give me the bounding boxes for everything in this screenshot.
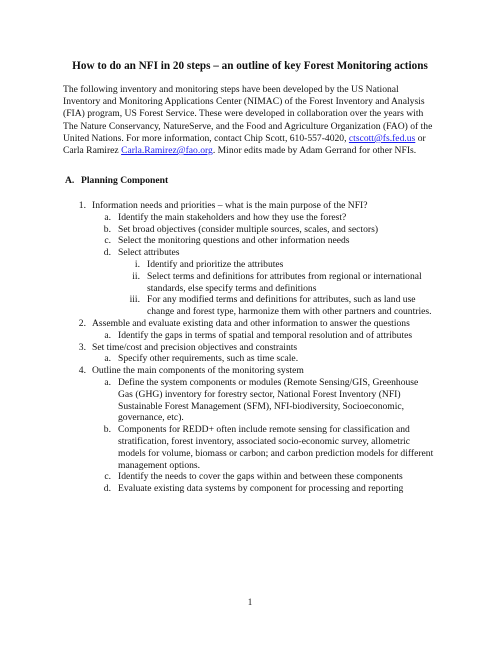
outline-text: Set broad objectives (consider multiple sources, scales, and sectors) [118, 223, 379, 235]
outline-text: Identify and prioritize the attributes [147, 259, 284, 270]
intro-line: The Nature Conservancy, NatureServe, and the Food and Agriculture Organization (FAO) of the [63, 120, 433, 132]
outline-text: governance, etc). [118, 412, 184, 424]
outline-text: stratification, forest inventory, associated socio-economic survey, allometric [118, 435, 411, 447]
intro-line [63, 145, 448, 157]
outline-marker: a. [104, 329, 111, 341]
outline-marker: 1. [78, 200, 86, 211]
outline-text: Sustainable Forest Management (SFM), NFI-biodiversity, Socioeconomic, [118, 400, 405, 412]
outline-text: Set time/cost and precision objectives and constraints [92, 341, 298, 353]
outline-text: standards, else specify terms and definitions [147, 282, 317, 294]
outline-text: models for volume, biomass or carbon; and carbon prediction models for different [118, 447, 434, 459]
outline-marker: a. [104, 377, 111, 388]
outline-text: Select terms and definitions for attributes from regional or international [147, 270, 422, 282]
section-label: A. [65, 175, 75, 186]
section-title: Planning Component [81, 175, 169, 186]
outline-marker: ii. [132, 270, 140, 282]
intro-line: (FIA) program, US Forest Service. These were developed in collaboration over the years with [63, 108, 424, 120]
outline-text: Identify the main stakeholders and how they use the forest? [118, 211, 347, 223]
email-link-carla-ramirez[interactable]: Carla.Ramirez@fao.org [121, 145, 213, 157]
intro-line: The following inventory and monitoring steps have been developed by the US National [63, 84, 399, 95]
outline-marker: 4. [78, 365, 86, 377]
outline-text: Define the system components or modules (Remote Sensing/GIS, Greenhouse [118, 377, 419, 388]
outline-text: Components for REDD+ often include remote sensing for classification and [118, 424, 410, 436]
outline-marker: a. [104, 353, 111, 365]
intro-text: or [415, 132, 426, 144]
outline-text: change and forest type, harmonize them with other partners and countries. [147, 306, 432, 318]
intro-text: . Minor edits made by Adam Gerrand for other NFIs. [212, 145, 417, 157]
outline-text: Select attributes [118, 247, 180, 259]
section-heading-a [65, 175, 168, 186]
outline-text: Evaluate existing data systems by component for processing and reporting [118, 483, 404, 495]
outline-marker: d. [103, 247, 111, 259]
outline-marker: iii. [129, 294, 140, 306]
outline-text: For any modified terms and definitions for attributes, such as land use [147, 294, 416, 306]
intro-paragraph [63, 84, 448, 157]
document-title: How to do an NFI in 20 steps – an outline of key Forest Monitoring actions [72, 60, 428, 72]
outline-text: management options. [118, 459, 201, 471]
outline-text: Gas (GHG) inventory for forestry sector, National Forest Inventory (NFI) [118, 388, 401, 400]
outline-marker: b. [103, 223, 111, 235]
outline-text: Outline the main components of the monitoring system [92, 365, 304, 377]
intro-line: Inventory and Monitoring Applications Center (NIMAC) of the Forest Inventory and Analysis [63, 96, 425, 108]
outline-marker: 2. [78, 318, 86, 329]
outline-marker: a. [104, 211, 111, 223]
outline-marker: b. [103, 424, 111, 436]
intro-text: Carla Ramirez [63, 145, 122, 157]
intro-line [63, 133, 448, 145]
outline-text: Identify the needs to cover the gaps within and between these components [118, 471, 403, 483]
outline-marker: c. [104, 471, 111, 483]
intro-text: United Nations. For more information, contact Chip Scott, 610-557-4020, [63, 132, 349, 144]
email-link-chip-scott[interactable]: ctscott@fs.fed.us [348, 132, 416, 144]
outline-marker: i. [134, 259, 140, 270]
page-number: 1 [247, 597, 253, 607]
outline-text: Select the monitoring questions and other information needs [118, 235, 350, 247]
outline-text: Assemble and evaluate existing data and other information to answer the questions [92, 318, 410, 329]
outline-text: Identify the gaps in terms of spatial and temporal resolution and of attributes [118, 329, 413, 341]
outline-marker: d. [103, 483, 111, 495]
outline-marker: 3. [78, 341, 86, 353]
outline-marker: c. [104, 235, 111, 247]
outline-text: Information needs and priorities – what is the main purpose of the NFI? [92, 200, 368, 211]
outline-text: Specify other requirements, such as time scale. [118, 353, 299, 365]
